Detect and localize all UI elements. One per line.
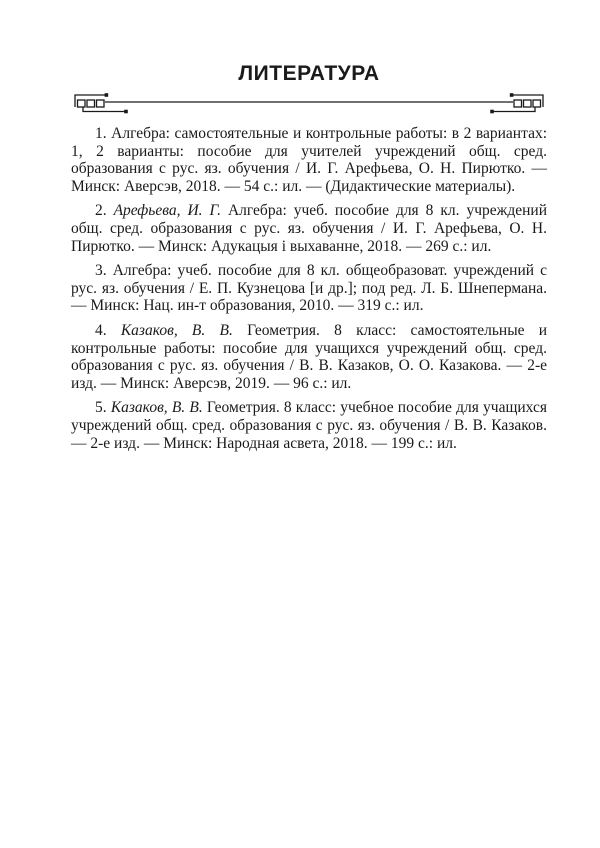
entry-text: Алгебра: учеб. пособие для 8 кл. общеобразоват. учреждений с рус. яз. обучения / Е. П. Кузнецова [и др.]; под ред. Л. Б. Шнепермана. — Минск: Нац. ин-т образования, 2010. — 319 с.: ил.: [71, 262, 547, 315]
entry-number: 1.: [95, 125, 112, 142]
entry-author: Казаков, В. В.: [110, 399, 207, 417]
ornament-left-icon: [75, 93, 128, 113]
entry-author: Казаков, В. В.: [120, 321, 248, 339]
bibliography-list: [71, 125, 547, 452]
ornament-rule: [71, 92, 547, 118]
entry-text: Алгебра: учеб. пособие для 8 кл. учреждений общ. сред. образования с рус. яз. обучения / И. Г. Арефьева, О. Н. Пирютко. — Минск: Адукацыя і выхаванне, 2018. — 269 с.: ил.: [71, 202, 547, 255]
bibliography-entry: [71, 202, 547, 255]
bibliography-entry: [71, 399, 547, 452]
bibliography-entry: [71, 322, 547, 392]
entry-text: Геометрия. 8 класс: учебное пособие для учащихся учреждений общ. сред. образования с рус. яз. обучения / В. В. Казаков. — 2-е изд. — Минск: Народная асвета, 2018. — 199 с.: ил.: [71, 399, 547, 452]
bibliography-entry: [71, 262, 547, 315]
ornament-rule-graphic: [71, 92, 547, 118]
entry-number: 5.: [95, 399, 111, 417]
page-title: ЛИТЕРАТУРА: [238, 62, 380, 85]
entry-text: Геометрия. 8 класс: самостоятельные и контрольные работы: пособие для учащихся учреждений общ. сред. образования с рус. яз. обучения / В. В. Казаков, О. О. Казакова. — 2-е изд. — Минск: Аверсэв, 2019. — 96 с.: ил.: [71, 321, 548, 392]
entry-number: 3.: [95, 262, 113, 280]
entry-text: Алгебра: самостоятельные и контрольные работы: в 2 вариантах: 1, 2 варианты: пособие для учителей учреждений общ. сред. образования с рус. яз. обучения / И. Г. Арефьева, О. Н. Пирютко. — Минск: Аверсэв, 2018. — 54 с.: ил. — (Дидактические материалы).: [71, 125, 548, 195]
entry-number: 2.: [95, 202, 114, 220]
entry-author: Арефьева, И. Г.: [113, 202, 228, 220]
bibliography-entry: [71, 125, 547, 195]
ornament-right-icon: [490, 93, 543, 113]
entry-number: 4.: [95, 321, 121, 339]
